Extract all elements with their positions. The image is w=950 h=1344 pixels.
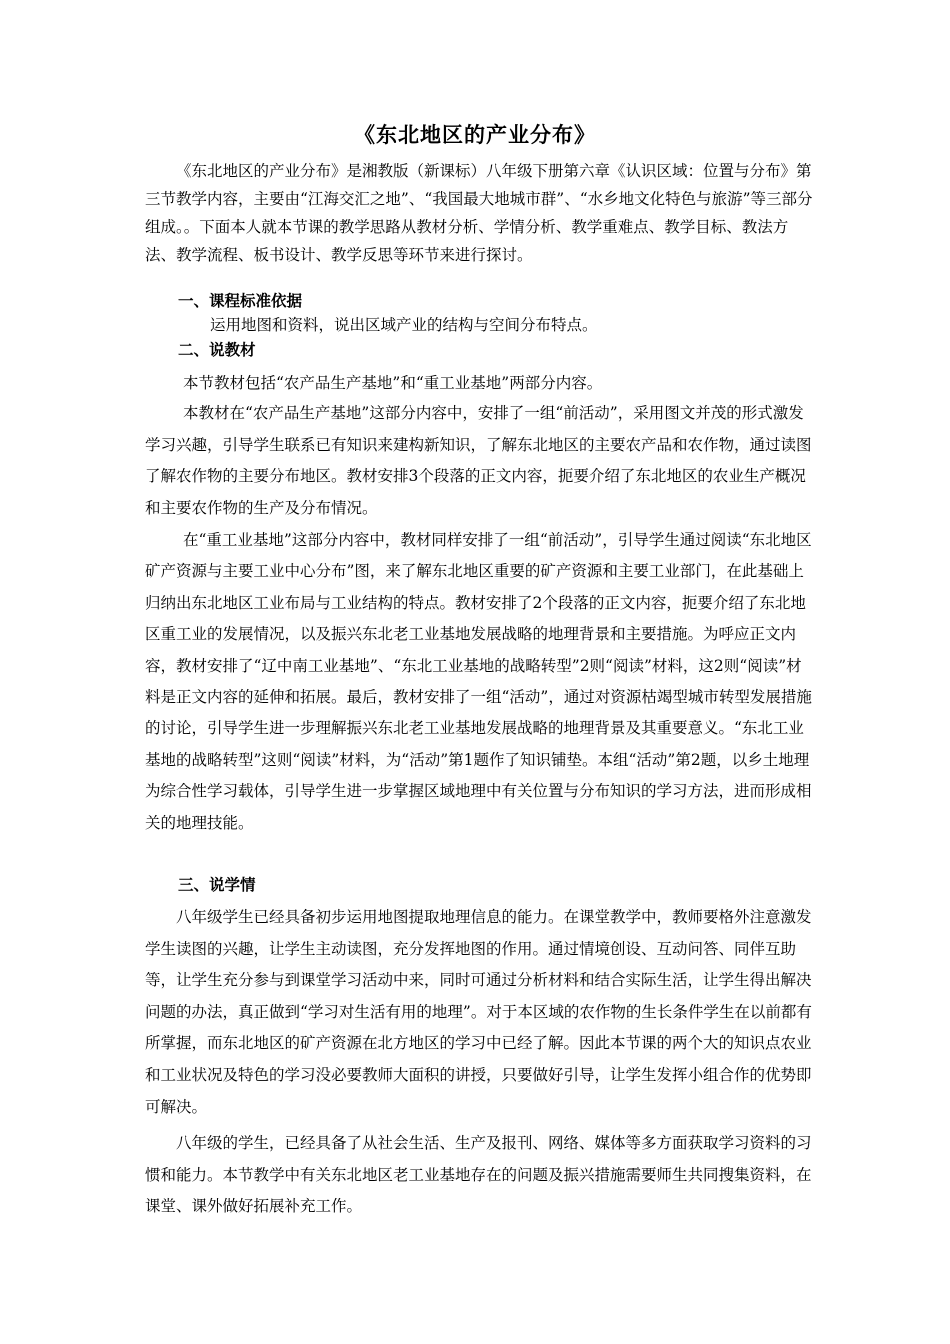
section-heading-learners: 三、说学情 <box>178 875 256 894</box>
learners-paragraph-2: 八年级的学生，已经具备了从社会生活、生产及报刊、网络、媒体等多方面获取学习资料的习惯和能力。本节教学中有关东北地区老工业基地存在的问题及振兴措施需要师生共同搜集资料，在课堂、课外做好拓展补充工作。 <box>145 1134 812 1216</box>
textbook-paragraph-1: 本节教材包括“农产品生产基地”和“重工业基地”两部分内容。 <box>183 374 603 392</box>
standards-text: 运用地图和资料，说出区域产业的结构与空间分布特点。 <box>210 316 598 334</box>
document-title: 《东北地区的产业分布》 <box>354 122 596 147</box>
intro-paragraph: 《东北地区的产业分布》是湘教版（新课标）八年级下册第六章《认识区域：位置与分布》第三节教学内容，主要由“江海交汇之地”、“我国最大地城市群”、“水乡地文化特色与旅游”等三部分组成。。下面本人就本节课的教学思路从教材分析、学情分析、教学重难点、教学目标、教法方法、教学流程、板书设计、教学反思等环节来进行探讨。 <box>145 162 813 264</box>
learners-paragraph-1: 八年级学生已经具备初步运用地图提取地理信息的能力。在课堂教学中，教师要格外注意激发学生读图的兴趣，让学生主动读图，充分发挥地图的作用。通过情境创设、互动问答、同伴互助等，让学生充分参与到课堂学习活动中来，同时可通过分析材料和结合实际生活，让学生得出解决问题的办法，真正做到“学习对生活有用的地理”。对于本区域的农作物的生长条件学生在以前都有所掌握，而东北地区的矿产资源在北方地区的学习中已经了解。因此本节课的两个大的知识点农业和工业状况及特色的学习没必要教师大面积的讲授，只要做好引导，让学生发挥小组合作的优势即可解决。 <box>145 908 812 1116</box>
textbook-paragraph-3: 在“重工业基地”这部分内容中，教材同样安排了一组“前活动”，引导学生通过阅读“东北地区矿产资源与主要工业中心分布”图，来了解东北地区重要的矿产资源和主要工业部门，在此基础上归纳出东北地区工业布局与工业结构的特点。教材安排了2个段落的正文内容，扼要介绍了东北地区重工业的发展情况，以及振兴东北老工业基地发展战略的地理背景和主要措施。为呼应正文内容，教材安排了“辽中南工业基地”、“东北工业基地的战略转型”2则“阅读”材料，这2则“阅读”材料是正文内容的延伸和拓展。最后，教材安排了一组“活动”，通过对资源枯竭型城市转型发展措施的讨论，引导学生进一步理解振兴东北老工业基地发展战略的地理背景及其重要意义。“东北工业基地的战略转型”这则“阅读”材料，为“活动”第1题作了知识铺垫。本组“活动”第2题，以乡土地理为综合性学习载体，引导学生进一步掌握区域地理中有关位置与分布知识的学习方法，进而形成相关的地理技能。 <box>145 531 812 832</box>
section-heading-standards: 一、课程标准依据 <box>178 291 303 310</box>
section-heading-textbook: 二、说教材 <box>178 340 256 359</box>
textbook-paragraph-2: 本教材在“农产品生产基地”这部分内容中，安排了一组“前活动”，采用图文并茂的形式激发学习兴趣，引导学生联系已有知识来建构新知识，了解东北地区的主要农产品和农作物，通过读图了解农作物的主要分布地区。教材安排3个段落的正文内容，扼要介绍了东北地区的农业生产概况和主要农作物的生产及分布情况。 <box>145 404 812 517</box>
